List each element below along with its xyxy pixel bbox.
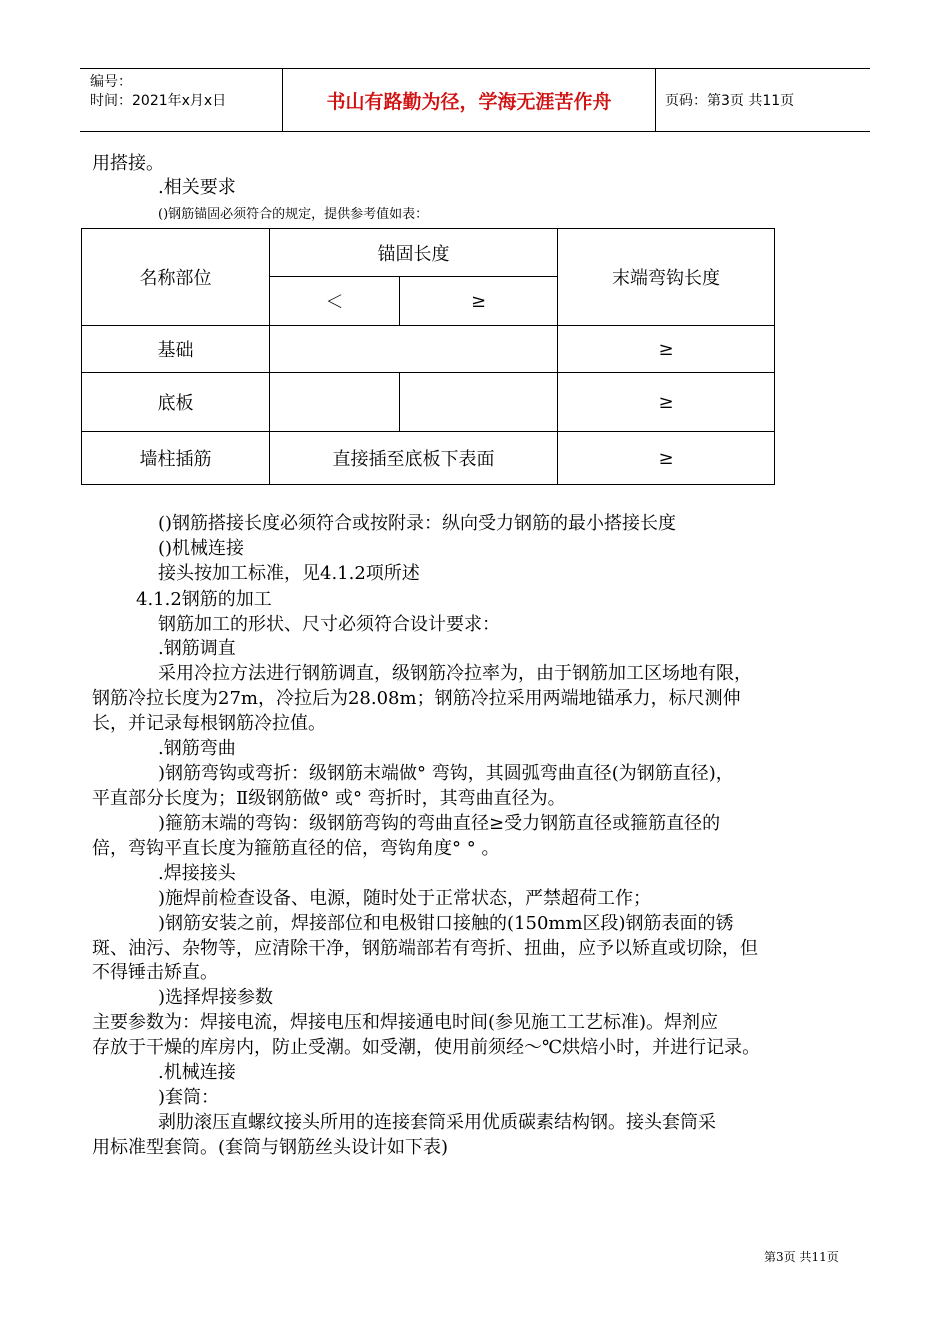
table-row: [82, 432, 775, 485]
table-cell-hook: ≥: [558, 326, 775, 373]
table-cell-name: 墙柱插筋: [82, 432, 270, 485]
text-line: 钢筋加工的形状、尺寸必须符合设计要求：: [158, 614, 500, 635]
section-heading: 4.1.2钢筋的加工: [136, 589, 272, 610]
table-cell-name: 底板: [82, 373, 270, 432]
table-subheader-lt: ＜: [270, 277, 400, 326]
text-line: ()钢筋搭接长度必须符合或按附录：纵向受力钢筋的最小搭接长度: [158, 513, 677, 534]
text-line: )钢筋安装之前，焊接部位和电极钳口接触的(150mm区段)钢筋表面的锈: [158, 913, 734, 934]
header-motto: 书山有路勤为径，学海无涯苦作舟: [282, 69, 656, 131]
text-line: 用搭接。: [92, 153, 164, 174]
document-header: [80, 68, 870, 132]
table-cell-anchor: [270, 326, 558, 373]
text-line: 接头按加工标准，见4.1.2项所述: [158, 563, 420, 584]
header-page-info: 页码：第3页 共11页: [665, 93, 795, 109]
text-line: )施焊前检查设备、电源，随时处于正常状态，严禁超荷工作；: [158, 888, 652, 909]
table-subheader-ge: ≥: [400, 277, 558, 326]
text-line: )选择焊接参数: [158, 987, 274, 1008]
text-line: 剥肋滚压直螺纹接头所用的连接套筒采用优质碳素结构钢。接头套筒采: [158, 1112, 716, 1133]
text-line: ()机械连接: [158, 538, 245, 559]
text-line: 倍，弯钩平直长度为箍筋直径的倍，弯钩角度° ° 。: [92, 838, 500, 859]
table-cell-anchor-lt: [270, 373, 400, 432]
text-line: 不得锤击矫直。: [92, 962, 218, 983]
section-heading: .钢筋调直: [158, 638, 236, 659]
table-cell-anchor-ge: [400, 373, 558, 432]
text-line: ()钢筋锚固必须符合的规定，提供参考值如表：: [158, 207, 429, 222]
text-line: 用标准型套筒。(套筒与钢筋丝头设计如下表): [92, 1137, 449, 1158]
text-line: 采用冷拉方法进行钢筋调直，级钢筋冷拉率为，由于钢筋加工区场地有限，: [158, 663, 752, 684]
table-cell-hook: ≥: [558, 432, 775, 485]
text-line: 平直部分长度为；Ⅱ级钢筋做° 或° 弯折时，其弯曲直径为。: [92, 788, 566, 809]
text-line: 长，并记录每根钢筋冷拉值。: [92, 713, 326, 734]
table-cell-name: 基础: [82, 326, 270, 373]
section-heading: .钢筋弯曲: [158, 738, 236, 759]
text-line: 钢筋冷拉长度为27m，冷拉后为28.08m；钢筋冷拉采用两端地锚承力，标尺测伸: [92, 688, 741, 709]
text-line: )钢筋弯钩或弯折：级钢筋末端做° 弯钩，其圆弧弯曲直径(为钢筋直径)，: [158, 763, 734, 784]
table-header-anchor: 锚固长度: [270, 229, 558, 277]
number-label: 编号：: [90, 74, 132, 90]
text-line: )套筒：: [158, 1087, 220, 1108]
text-line: 斑、油污、杂物等，应清除干净，钢筋端部若有弯折、扭曲，应予以矫直或切除，但: [92, 938, 758, 959]
table-cell-anchor: 直接插至底板下表面: [270, 432, 558, 485]
text-line: 存放于干燥的库房内，防止受潮。如受潮，使用前须经～℃烘焙小时，并进行记录。: [92, 1037, 761, 1058]
time-label: 时间：2021年x月x日: [90, 93, 227, 109]
table-header-hook: 末端弯钩长度: [558, 229, 775, 326]
page-footer: 第3页 共11页: [764, 1250, 839, 1264]
section-heading: .机械连接: [158, 1062, 236, 1083]
text-line: 主要参数为：焊接电流，焊接电压和焊接通电时间(参见施工工艺标准)。焊剂应: [92, 1012, 719, 1033]
text-line: )箍筋末端的弯钩：级钢筋弯钩的弯曲直径≥受力钢筋直径或箍筋直径的: [158, 813, 721, 834]
table-header-name: 名称部位: [82, 229, 270, 326]
table-row: [82, 373, 775, 432]
section-heading: .相关要求: [158, 177, 236, 198]
table-row: [82, 326, 775, 373]
header-meta: [90, 73, 226, 111]
section-heading: .焊接接头: [158, 863, 236, 884]
table-cell-hook: ≥: [558, 373, 775, 432]
anchorage-table: [81, 228, 775, 485]
